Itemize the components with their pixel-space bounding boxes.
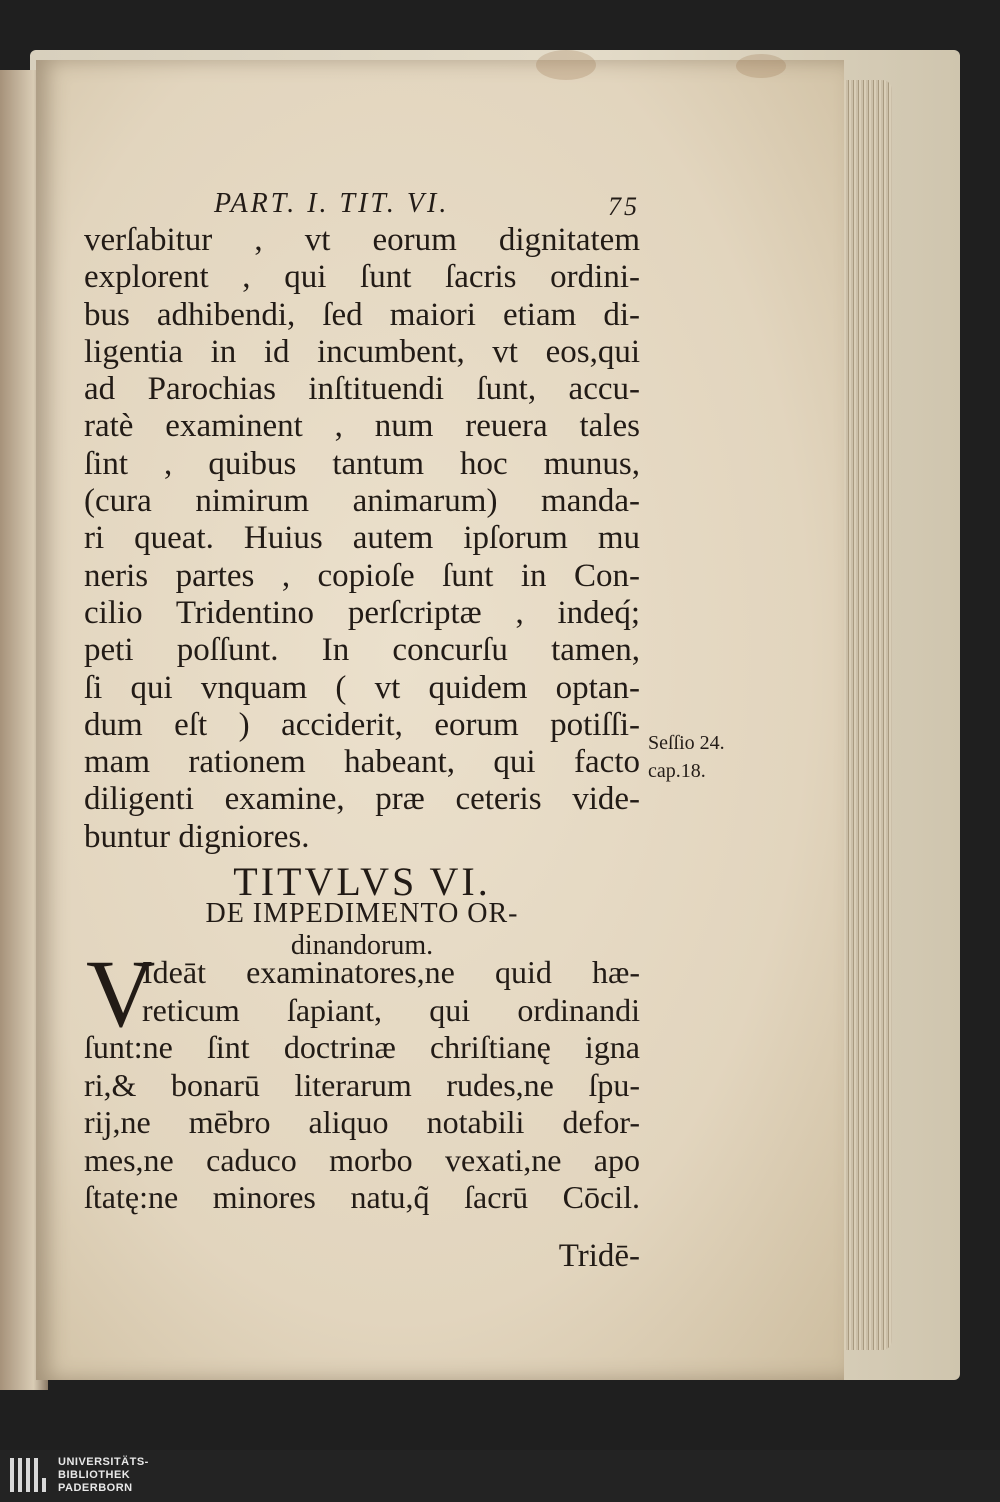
section-subtitle: DE IMPEDIMENTO OR- [205,898,519,929]
page-number: 75 [608,192,640,221]
text-line: ſtatę:ne minores natu,q̃ ſacrū Cōcil. [84,1179,640,1215]
text-line: verſabitur , vt eorum dignitatem [84,222,640,258]
margin-note-session: Seſſio 24. [648,732,725,754]
text-line: buntur digniores. [84,818,310,855]
text-line: neris partes , copioſe ſunt in Con- [84,557,640,594]
margin-note-chapter: cap.18. [648,760,706,782]
text-line: ligentia in id incumbent, vt eos,qui [84,333,640,370]
library-footer [0,1450,1000,1502]
stain [736,54,786,78]
text-line: ſunt:ne ſint doctrinæ chriſtianę igna [84,1029,640,1065]
library-name-line: PADERBORN [58,1482,133,1494]
text-line: mes,ne caduco morbo vexati,ne apo [84,1141,640,1178]
section-subtitle-continued: dinandorum. [290,930,434,961]
text-line: ſint , quibus tantum hoc munus, [84,445,640,482]
text-line: peti poſſunt. In concurſu tamen, [84,632,640,669]
text-line: dum eſt ) acciderit, eorum potiſſi- [84,706,640,743]
text-line: reticum ſapiant, qui ordinandi [142,991,640,1028]
text-line: mam rationem habeant, qui facto [84,744,640,781]
library-name-line: UNIVERSITÄTS- [58,1456,149,1468]
drop-cap: V [86,940,156,1047]
text-line: ri queat. Huius autem ipſorum mu [84,520,640,557]
text-line: ratè examinent , num reuera tales [84,408,640,445]
text-line: rij,ne mēbro aliquo notabili defor- [84,1104,640,1140]
text-line: cilio Tridentino perſcriptæ , indeq́; [84,594,640,631]
text-line: ſi qui vnquam ( vt quidem optan- [84,669,640,706]
library-logo-icon [8,1454,50,1498]
section-heading: TITVLVS VI. [233,859,491,904]
text-line: ri,& bonarū literarum rudes,ne ſpu- [84,1066,640,1103]
stain [536,50,596,80]
running-head-title: PART. I. TIT. VI. [214,188,450,219]
body-text [84,222,640,856]
text-line: diligenti examine, præ ceteris vide- [84,781,640,818]
page-block-edges [836,80,892,1350]
text-line: explorent , qui ſunt ſacris ordini- [84,259,640,296]
library-name-line: BIBLIOTHEK [58,1469,131,1481]
text-line: Ideāt examinatores,ne quid hæ- [142,954,640,990]
text-line: (cura nimirum animarum) manda- [84,483,640,520]
library-name [58,1456,149,1495]
text-line: ad Parochias inſtituendi ſunt, accu- [84,371,640,408]
text-line: bus adhibendi, ſed maiori etiam di- [84,296,640,333]
catchword: Tridē- [558,1238,640,1274]
